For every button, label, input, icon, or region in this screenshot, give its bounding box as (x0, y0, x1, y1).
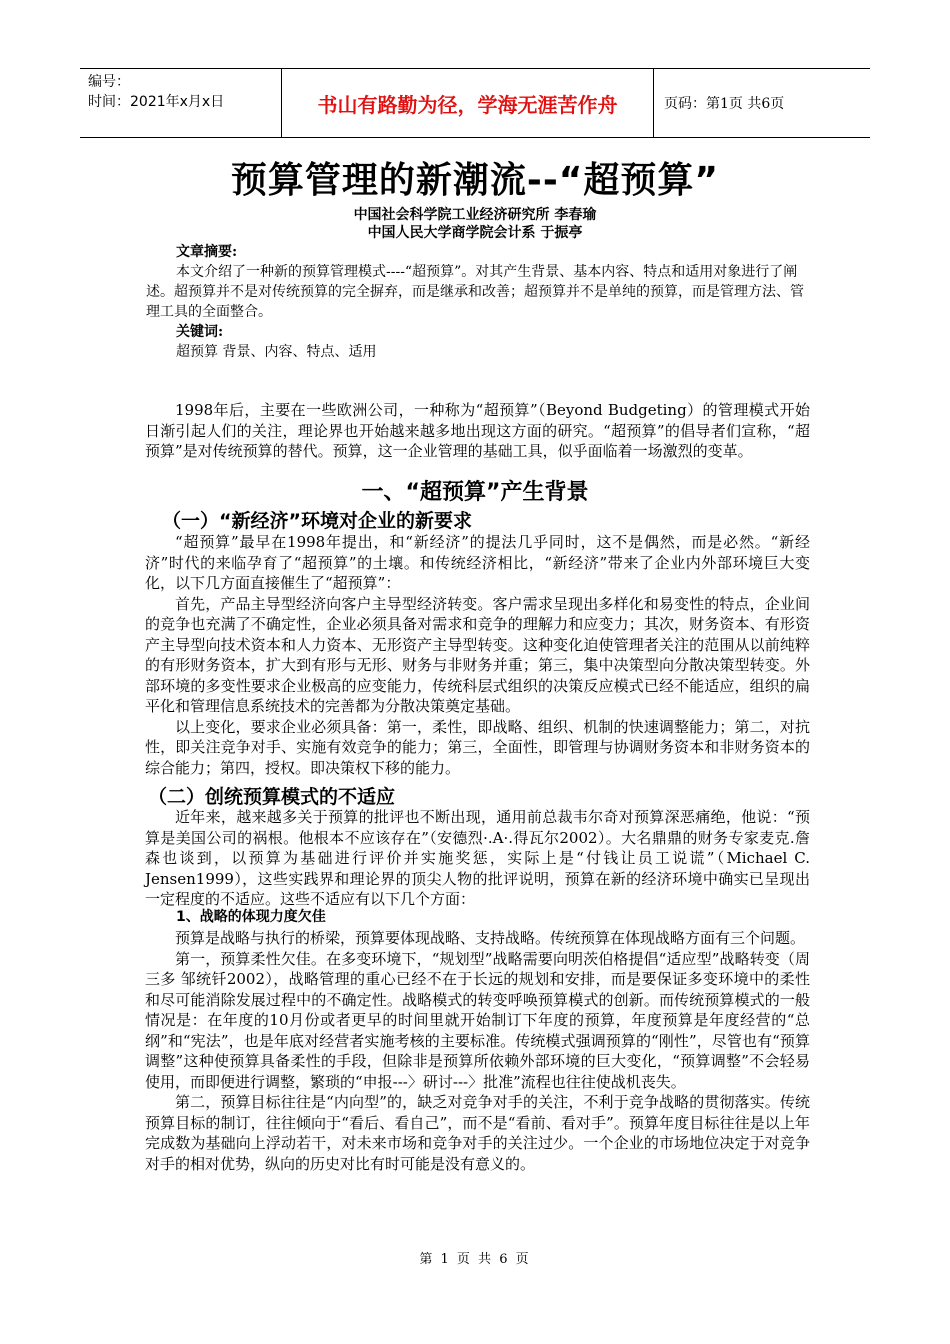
abstract-label: 文章摘要: (176, 244, 238, 260)
header-table (80, 68, 870, 138)
intro-block (145, 400, 810, 462)
paragraph: 首先，产品主导型经济向客户主导型经济转变。客户需求呈现出多样化和易变性的特点，企业间的竞争也充满了不确定性，企业必须具备对需求和竞争的理解力和应变力；其次，财务资本、有形资产主导型向技术资本和人力资本、无形资产主导型转变。这种变化迫使管理者关注的范围从以前纯粹的有形财务资本，扩大到有形与无形、财务与非财务并重；第三，集中决策型向分散决策型转变。外部环境的多变性要求企业极高的应变能力，传统科层式组织的决策反应模式已经不能适应，组织的扁平化和管理信息系统技术的完善都为分散决策奠定基础。 (145, 594, 810, 715)
paragraph: 第二，预算目标往往是“内向型”的，缺乏对竞争对手的关注，不利于竞争战略的贯彻落实。传统预算目标的制订，往往倾向于“看后、看自己”，而不是“看前、看对手”。预算年度目标往往是以上年完成数为基础向上浮动若干，对未来市场和竞争对手的关注过少。一个企业的市场地位决定于对竞争对手的相对优势，纵向的历史对比有时可能是没有意义的。 (145, 1093, 810, 1173)
keywords-label: 关键词: (176, 324, 224, 340)
paragraph: 近年来，越来越多关于预算的批评也不断出现，通用前总裁韦尔奇对预算深恶痛绝，他说：“预算是美国公司的祸根。他根本不应该存在”（安德烈·.A·.得瓦尔2002）。大名鼎鼎的财务专家麦克.詹森也谈到，以预算为基础进行评价并实施奖惩，实际上是“付钱让员工说谎”（Michael C. Jensen1999），这些实践界和理论界的顶尖人物的批评说明，预算在新的经济环境中确实已呈现出一定程度的不适应。这些不适应有以下几个方面： (145, 808, 810, 908)
subsection-heading-3: 1、战略的体现力度欠佳 (176, 909, 326, 925)
header-motto: 书山有路勤为径，学海无涯苦作舟 (282, 69, 654, 137)
subsection-heading-2: （二）创统预算模式的不适应 (148, 786, 396, 808)
header-page-info: 页码：第1页 共6页 (664, 96, 785, 112)
paragraph: 第一，预算柔性欠佳。在多变环境下，“规划型”战略需要向明茨伯格提倡“适应型”战略转变（周三多 邹统钎2002），战略管理的重心已经不在于长远的规划和安排，而是要保证多变环境中的柔性和尽可能消除发展过程中的不确定性。战略模式的转变呼唤预算模式的创新。而传统预算模式的一般情况是：在年度的10月份或者更早的时间里就开始制订下年度的预算，年度预算是年度经营的“总纲”和“宪法”，也是年底对经营者实施考核的主要标准。传统模式强调预算的“刚性”，尽管也有“预算调整”这种使预算具备柔性的手段，但除非是预算所依赖外部环境的巨大变化，“预算调整”不会轻易使用，而即便进行调整，繁琐的“申报---〉研讨---〉批准”流程也往往使战机丧失。 (145, 949, 810, 1091)
author-line-1: 中国社会科学院工业经济研究所 李春瑜 (353, 207, 597, 223)
document-date: 时间：2021年x月x日 (88, 94, 225, 110)
intro-paragraph: 1998年后，主要在一些欧洲公司，一种称为“超预算”（Beyond Budgeting）的管理模式开始日渐引起人们的关注，理论界也开始越来越多地出现这方面的研究。“超预算”的倡导者们宣称，“超预算”是对传统预算的替代。预算，这一企业管理的基础工具，似乎面临着一场激烈的变革。 (145, 401, 810, 460)
paragraph: 预算是战略与执行的桥梁，预算要体现战略、支持战略。传统预算在体现战略方面有三个问题。 (175, 929, 806, 947)
subsection-3-body (145, 928, 810, 1174)
subsection-2-body (145, 807, 810, 910)
subsection-1-body (145, 532, 810, 778)
keywords-text: 超预算 背景、内容、特点、适用 (176, 344, 377, 360)
paragraph: 以上变化，要求企业必须具备：第一，柔性，即战略、组织、机制的快速调整能力；第二，对抗性，即关注竞争对手、实施有效竞争的能力；第三，全面性，即管理与协调财务资本和非财务资本的综合能力；第四，授权。即决策权下移的能力。 (145, 717, 810, 777)
abstract-text: 本文介绍了一种新的预算管理模式----“超预算”。对其产生背景、基本内容、特点和适用对象进行了阐述。超预算并不是对传统预算的完全摒弃，而是继承和改善；超预算并不是单纯的预算，而是管理方法、管理工具的全面整合。 (146, 264, 804, 320)
page-footer: 第 1 页 共 6 页 (419, 1252, 531, 1267)
document-title: 预算管理的新潮流--“超预算” (230, 160, 720, 201)
subsection-heading-1: （一）“新经济”环境对企业的新要求 (162, 510, 472, 532)
section-heading-1: 一、“超预算”产生背景 (361, 480, 589, 505)
paragraph: “超预算”最早在1998年提出，和“新经济”的提法几乎同时，这不是偶然，而是必然。“新经济”时代的来临孕育了“超预算”的土壤。和传统经济相比，“新经济”带来了企业内外部环境巨大变化，以下几方面直接催生了“超预算”： (145, 533, 810, 592)
abstract (146, 242, 806, 362)
author-line-2: 中国人民大学商学院会计系 于振亭 (367, 225, 583, 241)
header-left-cell (80, 69, 282, 137)
document-number-label: 编号： (88, 74, 130, 90)
